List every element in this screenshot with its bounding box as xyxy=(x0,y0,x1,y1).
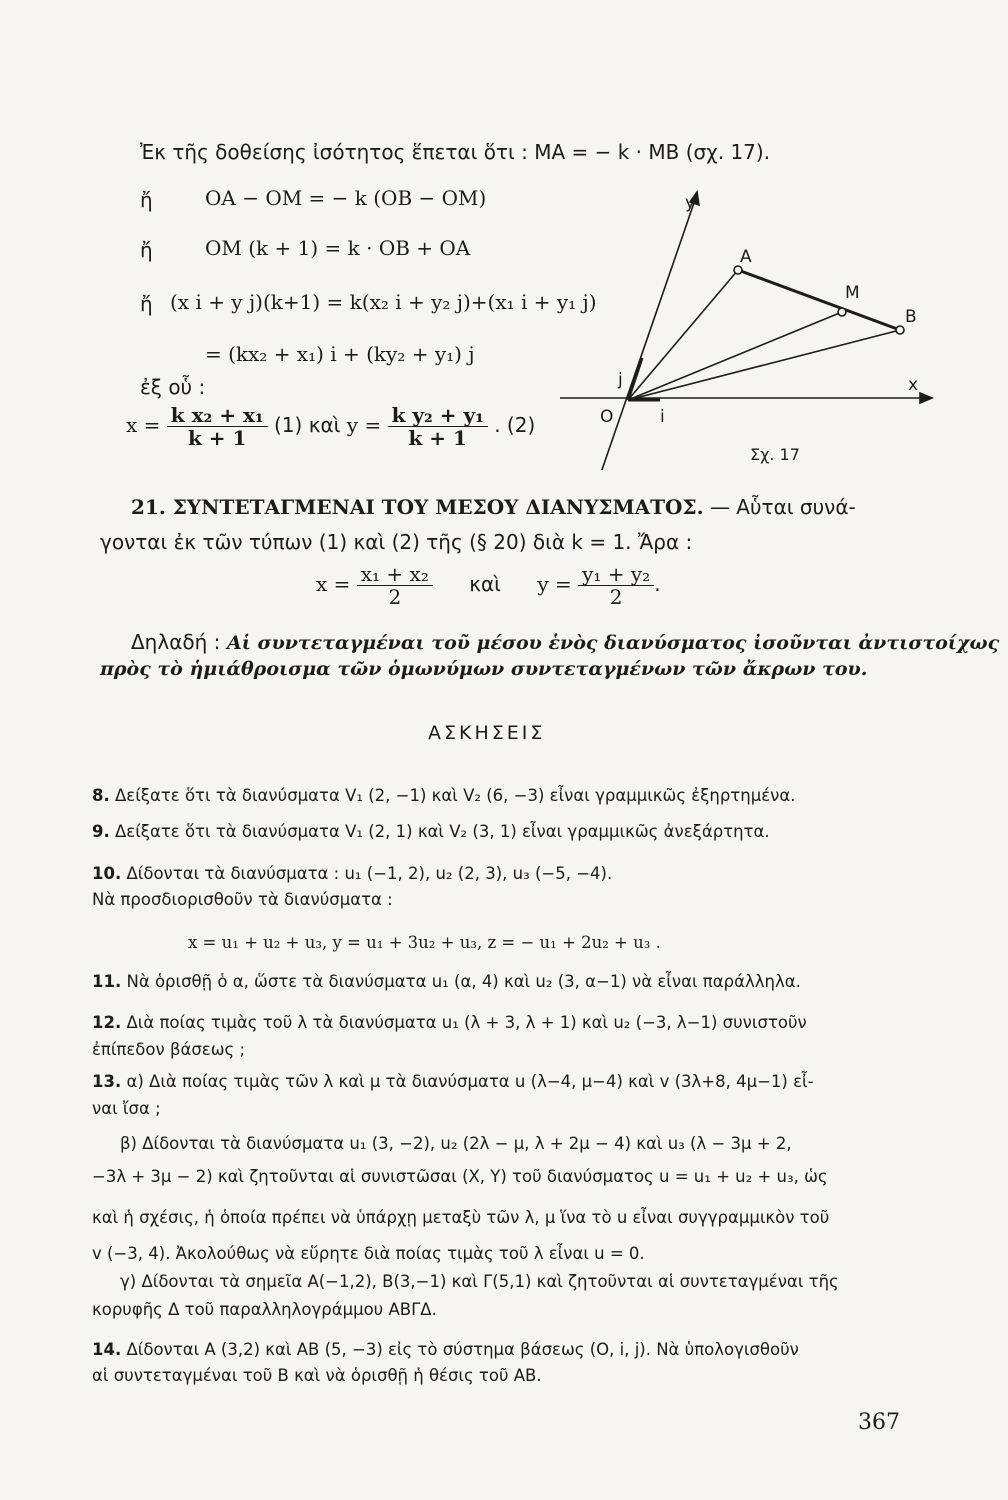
exercise-8 xyxy=(92,786,795,805)
figure-caption: Σχ. 17 xyxy=(750,445,800,464)
page-number: 367 xyxy=(858,1410,900,1435)
exercise-number: 9. xyxy=(92,822,110,841)
label-M: M xyxy=(845,283,860,303)
exercise-9 xyxy=(92,822,770,841)
formula-y-numerator: k y₂ + y₁ xyxy=(388,404,488,427)
intro-line: Ἐκ τῆς δοθείσης ἰσότητος ἕπεται ὅτι : MA = − k · MB (σχ. 17). xyxy=(140,140,771,164)
whence: ἐξ οὗ : xyxy=(140,375,206,399)
section21-line2: γονται ἐκ τῶν τύπων (1) καὶ (2) τῆς (§ 20) διὰ k = 1. Ἄρα : xyxy=(100,530,693,554)
eq3-prefix: ἤ xyxy=(140,292,153,316)
mid-y-numerator: y₁ + y₂ xyxy=(578,563,654,586)
vector-OB xyxy=(628,330,900,400)
exercise-number: 10. xyxy=(92,864,122,883)
formula-y-lhs: y = xyxy=(346,413,382,437)
exercise-text: Νὰ ὁρισθῇ ὁ α, ὥστε τὰ διανύσματα u₁ (α, 4) καὶ u₂ (3, α−1) νὰ εἶναι παράλληλα. xyxy=(126,972,801,991)
mid-x-lhs: x = xyxy=(316,572,351,596)
statement-lead: Δηλαδή : xyxy=(131,630,221,654)
point-M xyxy=(838,308,846,316)
exercise-10-line3: x = u₁ + u₂ + u₃, y = u₁ + 3u₂ + u₃, z = − u₁ + 2u₂ + u₃ . xyxy=(188,933,661,952)
mid-y-denominator: 2 xyxy=(609,585,623,609)
exercise-number: 8. xyxy=(92,786,110,805)
label-A: A xyxy=(740,247,752,267)
figure-17 xyxy=(560,160,940,470)
exercise-number: 13. xyxy=(92,1072,122,1091)
exercise-13a-line2: ναι ἴσα ; xyxy=(92,1099,161,1118)
exercise-11 xyxy=(92,972,801,991)
exercise-13b-line3: καὶ ἡ σχέσις, ἡ ὁποία πρέπει νὰ ὑπάρχῃ μεταξὺ τῶν λ, μ ἵνα τὸ u εἶναι συγγραμμικὸν τοῦ xyxy=(92,1208,830,1227)
exercise-13c-line2: κορυφῆς Δ τοῦ παραλληλογράμμου ΑΒΓΔ. xyxy=(92,1300,437,1319)
exercise-number: 11. xyxy=(92,972,122,991)
statement-line1 xyxy=(131,630,999,654)
formula-x-denominator: k + 1 xyxy=(187,426,247,450)
eq2-prefix: ἤ xyxy=(140,238,153,262)
formula-y-denominator: k + 1 xyxy=(408,426,467,450)
formula-label-2: . (2) xyxy=(494,413,536,437)
exercise-14-line2: αἱ συντεταγμέναι τοῦ B καὶ νὰ ὁρισθῇ ἡ θέσις τοῦ AB. xyxy=(92,1366,542,1385)
formula-x-numerator: k x₂ + x₁ xyxy=(167,404,268,427)
formula-label-1: (1) καὶ xyxy=(274,413,341,437)
label-y: y xyxy=(685,193,696,213)
mid-x-fraction xyxy=(357,563,433,608)
exercise-12-line2: ἐπίπεδον βάσεως ; xyxy=(92,1040,246,1059)
x-axis-arrow xyxy=(920,393,932,403)
exercise-text: Διὰ ποίας τιμὰς τοῦ λ τὰ διανύσματα u₁ (λ + 3, λ + 1) καὶ u₂ (−3, λ−1) συνιστοῦν xyxy=(126,1013,807,1032)
exercise-text: α) Διὰ ποίας τιμὰς τῶν λ καὶ μ τὰ διανύσματα u (λ−4, μ−4) καὶ v (3λ+8, 4μ−1) εἶ- xyxy=(126,1072,814,1091)
section21-line1 xyxy=(131,495,856,519)
midpoint-formula-row xyxy=(316,563,661,608)
vector-OM xyxy=(628,312,842,400)
exercise-10-line2: Νὰ προσδιορισθοῦν τὰ διανύσματα : xyxy=(92,890,393,909)
eq4: = (kx₂ + x₁) i + (ky₂ + y₁) j xyxy=(205,342,475,366)
exercises-title: ΑΣΚΗΣΕΙΣ xyxy=(428,722,546,744)
mid-x-denominator: 2 xyxy=(388,585,402,609)
label-x: x xyxy=(908,375,919,395)
point-A xyxy=(734,266,742,274)
exercise-number: 12. xyxy=(92,1013,122,1032)
exercise-13b-line2: −3λ + 3μ − 2) καὶ ζητοῦνται αἱ συνιστῶσαι (X, Y) τοῦ διανύσματος u = u₁ + u₂ + u₃, ὡς xyxy=(92,1167,828,1186)
unit-vector-j xyxy=(628,358,642,400)
label-B: B xyxy=(905,307,917,327)
vector-OA xyxy=(628,270,738,400)
section21-heading: 21. ΣΥΝΤΕΤΑΓΜΕΝΑΙ ΤΟΥ ΜΕΣΟΥ ΔΙΑΝΥΣΜΑΤΟΣ. xyxy=(131,495,704,519)
eq2: OM (k + 1) = k · OB + OA xyxy=(205,236,471,260)
label-i: i xyxy=(660,407,665,427)
exercise-13b: β) Δίδονται τὰ διανύσματα u₁ (3, −2), u₂ (2λ − μ, λ + 2μ − 4) καὶ u₃ (λ − 3μ + 2, xyxy=(120,1134,792,1153)
label-O: O xyxy=(600,407,614,427)
exercise-10 xyxy=(92,864,612,883)
statement-line2: πρὸς τὸ ἡμιάθροισμα τῶν ὁμωνύμων συντεταγμένων τῶν ἄκρων του. xyxy=(100,658,868,680)
exercise-text: Δίδονται τὰ διανύσματα : u₁ (−1, 2), u₂ (2, 3), u₃ (−5, −4). xyxy=(126,864,613,883)
mid-and: καὶ xyxy=(469,572,501,596)
statement-part1: Αἱ συντεταγμέναι τοῦ μέσου ἑνὸς διανύσματος ἰσοῦνται ἀντιστοίχως xyxy=(220,632,1000,654)
mid-y-fraction xyxy=(578,563,654,608)
exercise-number: 14. xyxy=(92,1340,122,1359)
formula-x-fraction xyxy=(167,404,268,449)
exercise-13b-line4: v (−3, 4). Ἀκολούθως νὰ εὕρητε διὰ ποίας τιμὰς τοῦ λ εἶναι u = 0. xyxy=(92,1244,645,1263)
exercise-14 xyxy=(92,1340,799,1359)
section21-line1-rest: — Αὗται συνά- xyxy=(703,495,856,519)
exercise-13c: γ) Δίδονται τὰ σημεῖα A(−1,2), B(3,−1) καὶ Γ(5,1) καὶ ζητοῦνται αἱ συντεταγμέναι τῆς xyxy=(120,1272,839,1291)
y-axis-line xyxy=(595,200,695,470)
exercise-text: Δείξατε ὅτι τὰ διανύσματα V₁ (2, 1) καὶ V₂ (3, 1) εἶναι γραμμικῶς ἀνεξάρτητα. xyxy=(115,822,770,841)
point-B xyxy=(896,326,904,334)
eq1: OA − OM = − k (OB − OM) xyxy=(205,186,487,210)
formula-y-fraction xyxy=(388,404,488,449)
exercise-text: Δείξατε ὅτι τὰ διανύσματα V₁ (2, −1) καὶ V₂ (6, −3) εἶναι γραμμικῶς ἐξηρτημένα. xyxy=(115,786,796,805)
formula-x-lhs: x = xyxy=(126,413,161,437)
exercise-text: Δίδονται A (3,2) καὶ AB (5, −3) εἰς τὸ σύστημα βάσεως (O, i, j). Νὰ ὑπολογισθοῦν xyxy=(126,1340,799,1359)
exercise-13a xyxy=(92,1072,814,1091)
mid-y-lhs: y = xyxy=(537,572,572,596)
eq3: (x i + y j)(k+1) = k(x₂ i + y₂ j)+(x₁ i + y₁ j) xyxy=(170,290,597,314)
mid-dot: . xyxy=(654,572,661,596)
formula-row xyxy=(126,404,535,449)
label-j: j xyxy=(618,370,623,390)
eq1-prefix: ἤ xyxy=(140,188,153,212)
exercise-12 xyxy=(92,1013,807,1032)
mid-x-numerator: x₁ + x₂ xyxy=(357,563,433,586)
